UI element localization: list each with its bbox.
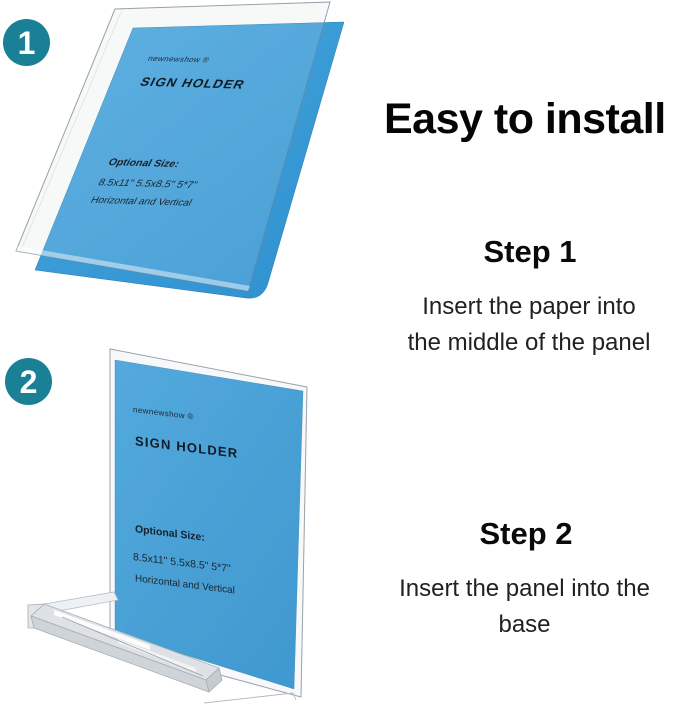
sign-holder-tilted-illustration: [0, 0, 360, 320]
ground-edge-line: [204, 693, 296, 703]
step-2-description-line-1: Insert the panel into the base: [399, 575, 650, 638]
step-1-description-line-2: the middle of the panel: [407, 329, 651, 356]
brand-text: newnewshow ®: [133, 405, 194, 422]
optional-size-label: Optional Size:: [106, 156, 182, 170]
optional-size-label: Optional Size:: [135, 523, 205, 544]
step-1-heading: Step 1: [483, 234, 577, 269]
step-1-description-line-1: Insert the paper into: [422, 293, 636, 320]
step-1-description: [376, 289, 679, 361]
acrylic-panel-front-overlay: [16, 2, 330, 291]
step-2-description: [370, 571, 679, 643]
orientation-text: Horizontal and Vertical: [88, 195, 194, 209]
brand-text: newnewshow ®: [146, 54, 212, 65]
sign-holder-title-text: SIGN HOLDER: [137, 74, 248, 92]
page-title: Easy to install: [384, 95, 666, 143]
step-2-badge: 2: [5, 358, 52, 405]
step-2-heading: Step 2: [479, 516, 573, 551]
size-options-text: 8.5x11" 5.5x8.5" 5*7": [133, 551, 231, 575]
sign-holder-assembled-illustration: [0, 340, 360, 708]
orientation-text: Horizontal and Vertical: [135, 573, 235, 597]
sign-holder-title-text: SIGN HOLDER: [135, 433, 239, 461]
size-options-text: 8.5x11" 5.5x8.5" 5*7": [96, 177, 200, 191]
step-1-badge: 1: [3, 19, 50, 66]
